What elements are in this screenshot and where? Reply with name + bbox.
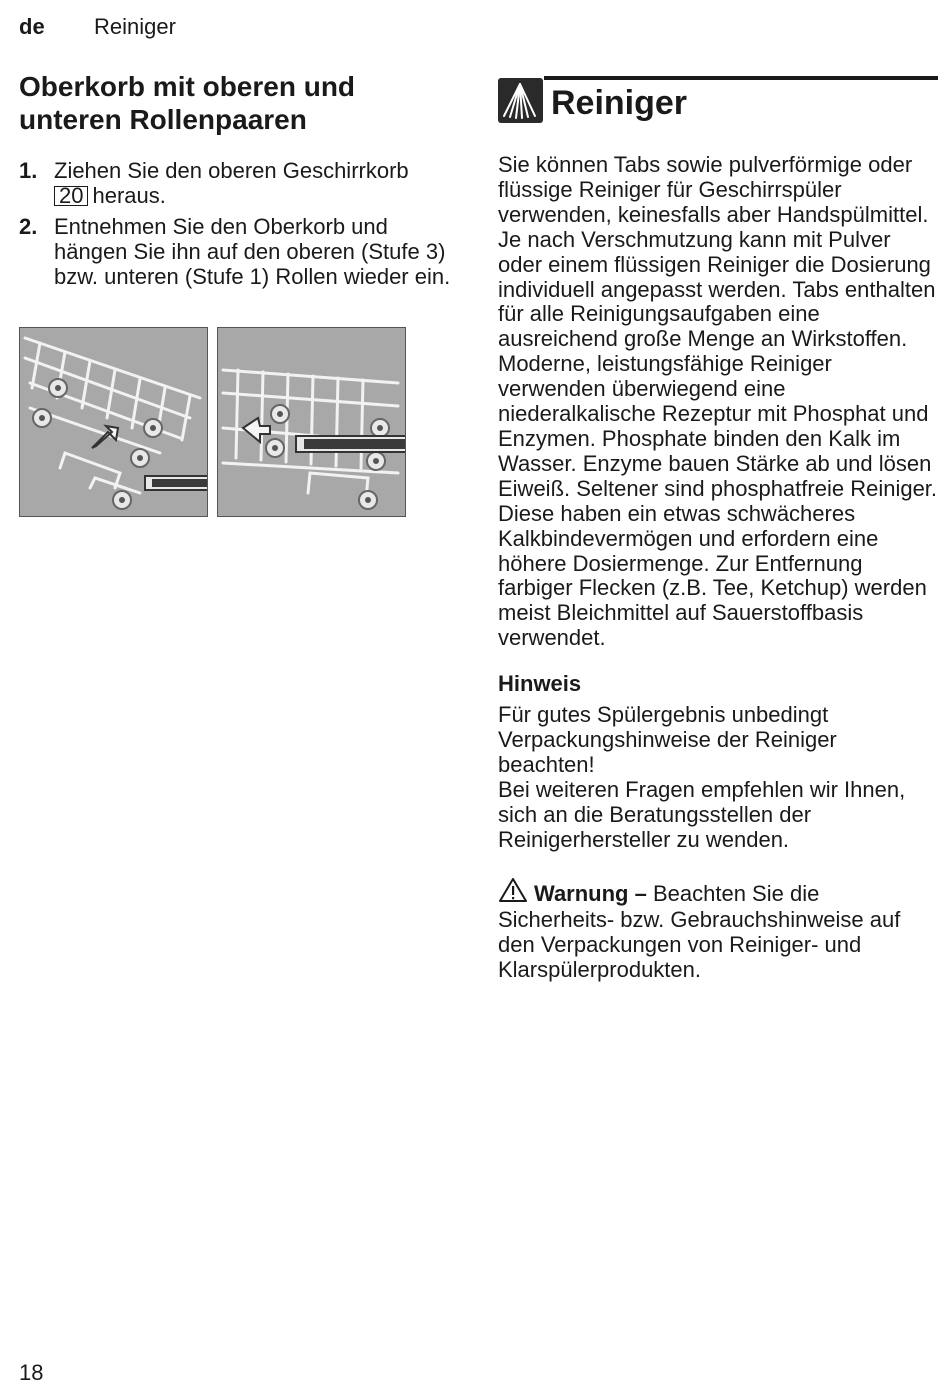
- note-text-2: Bei weiteren Fragen empfehlen wir Ihnen, sich an die Beratungsstellen der Reinigerhersteller zu wenden.: [498, 776, 906, 852]
- step-text: Ziehen Sie den oberen Geschirrkorb: [54, 158, 409, 183]
- left-column: [19, 70, 459, 295]
- warning-block: [498, 877, 938, 984]
- warning-text: Beachten Sie die Sicherheits- bzw. Gebrauchshinweise auf den Verpackungen von Reiniger- und Klarspülerprodukten.: [498, 880, 901, 983]
- chapter-title-row: [498, 76, 938, 122]
- basket-illustration-lower-rollers: [217, 327, 406, 517]
- language-label: de: [19, 14, 45, 39]
- step-number: 2.: [19, 214, 38, 239]
- step-list: [19, 158, 459, 289]
- chapter-title: Reiniger: [551, 84, 688, 122]
- step-item: [19, 214, 459, 289]
- step-number: 1.: [19, 158, 38, 183]
- note-text-1: Für gutes Spülergebnis unbedingt Verpackungshinweise der Reiniger beachten!: [498, 702, 837, 777]
- cleaner-description: Sie können Tabs sowie pulverförmige oder flüssige Reiniger für Geschirrspüler verwenden, keinesfalls aber Handspülmittel. Je nach Verschmutzung kann mit Pulver oder einem flüssigen Reiniger die Dosierung individuell angepasst werden. Tabs enthalten für alle Reinigungsaufgaben eine ausreichend große Menge an Wirkstoffen. Moderne, leistungsfähige Reiniger verwenden überwiegend eine niederalkalische Rezeptur mit Phosphat und Enzymen. Phosphate binden den Kalk im Wasser. Enzyme bauen Stärke ab und lösen Eiweiß. Seltener sind phosphatfreie Reiniger. Diese haben ein etwas schwächeres Kalkbindevermögen und erfordern eine höhere Dosiermenge. Zur Entfernung farbiger Flecken (z.B. Tee, Ketchup) werden meist Bleichmittel auf Sauerstoffbasis verwendet.: [498, 152, 938, 651]
- basket-illustration-upper-rollers: [19, 327, 208, 517]
- cleaner-spray-icon: [498, 78, 543, 123]
- title-rule: [544, 76, 938, 80]
- page-number: 18: [19, 1360, 44, 1385]
- note-heading: Hinweis: [498, 671, 582, 697]
- section-heading: Oberkorb mit oberen und unteren Rollenpaaren: [19, 71, 356, 135]
- warning-triangle-icon: [498, 877, 528, 909]
- step-text-end: heraus.: [92, 183, 166, 208]
- section-label: Reiniger: [94, 14, 176, 39]
- step-text: Entnehmen Sie den Oberkorb und hängen Sie ihn auf den oberen (Stufe 3) bzw. unteren (Stufe 1) Rollen wieder ein.: [54, 214, 451, 289]
- warning-label: Warnung –: [534, 880, 647, 906]
- step-item: [19, 158, 459, 208]
- page-header: [19, 14, 176, 40]
- figure-reference: 20: [54, 186, 88, 206]
- right-column: [498, 76, 938, 983]
